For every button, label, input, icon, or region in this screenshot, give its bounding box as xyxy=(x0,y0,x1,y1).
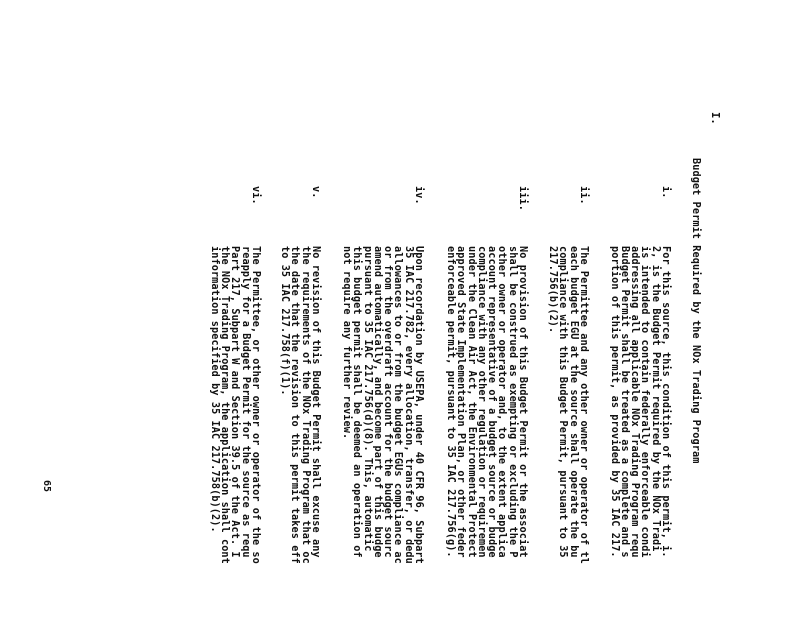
text-line: the requirements of the NOx Trading Program that oc xyxy=(299,246,311,564)
paragraph-text xyxy=(341,246,423,564)
text-line: reapply for a Budget Permit for the source as requ xyxy=(239,246,251,558)
paragraph-number: i. xyxy=(660,186,671,199)
page-number: 65 xyxy=(41,480,52,493)
text-line: approved State Implementation Plan, or other feder xyxy=(455,246,467,558)
text-line: 217.756(b)(2). xyxy=(547,246,559,334)
text-line: portion of this permit, as provided by 35 IAC 217. xyxy=(608,246,620,558)
paragraph-number: vi. xyxy=(250,186,261,205)
paragraph-number: ii. xyxy=(578,186,589,205)
paragraph-text xyxy=(608,246,670,558)
text-line: 35 IAC 217.782, every allocation, transfer, or dedu xyxy=(402,246,414,564)
text-line: this budget permit shall be deemed an operation of xyxy=(351,246,363,558)
text-line: is intended to contain federally enforceable condi xyxy=(639,246,651,558)
text-line: Budget Permit shall be treated as a complete and s xyxy=(618,246,630,558)
text-line: account representative of a budget source or budge xyxy=(486,246,498,558)
text-line: to 35 IAC 217.758(f)(1). xyxy=(279,246,291,396)
text-line: under the Clean Air Act, the Environmental Protect xyxy=(465,246,477,558)
text-line: shall be construed as exempting or excluding the P xyxy=(506,246,518,558)
text-line: allowances to or from the budget EGUs compliance ac xyxy=(392,246,404,564)
text-line: the NOx Trading Program, the application shall cont xyxy=(219,246,231,564)
paragraph-number: v. xyxy=(310,186,321,199)
paragraph-number: iv. xyxy=(413,186,424,205)
text-line: each budget EGU at the source shall operate the bu xyxy=(567,246,579,558)
text-line: the date that the revision to this permit takes eff xyxy=(289,246,301,564)
paragraph-text xyxy=(445,246,527,558)
text-line: addressing all applicable NOx Trading Program requ xyxy=(629,246,641,558)
text-line: other owner or operator and, to the extent applica xyxy=(496,246,508,558)
paragraph-text xyxy=(209,246,260,564)
text-line: or from the overdraft account for the budget sourc xyxy=(382,246,394,558)
text-line: No provision of this Budget Permit or the associat xyxy=(517,246,528,558)
text-line: compliance with any other regulation or requiremen xyxy=(475,246,487,558)
text-line: The Permittee and any other owner or operator of tl xyxy=(578,246,589,564)
paragraph-text xyxy=(547,246,588,564)
section-number: I. xyxy=(709,112,721,125)
paragraph-text xyxy=(279,246,320,564)
text-line: No revision of this Budget Permit shall excuse any xyxy=(310,246,321,558)
text-line: Part 217, Subpart W and Section 39.5 of the Act. I xyxy=(229,246,241,558)
text-line: The Permittee, or other owner or operator of the so xyxy=(250,246,261,564)
text-line: amend automatically, and become part of this budge xyxy=(371,246,383,558)
paragraph-number: iii. xyxy=(517,186,528,211)
text-line: pursuant to 35 IAC 217.756(d)(8). This, automatic xyxy=(361,246,373,552)
text-line: enforceable permit, pursuant to 35 IAC 217.756(g). xyxy=(444,246,456,558)
text-line: For this source, this condition of this permit, i. xyxy=(660,246,671,558)
text-line: compliance with this Budget Permit, pursuant to 35 xyxy=(557,246,569,558)
text-line: 2, is the Budget Permit required by the NOx Tradi xyxy=(649,246,661,552)
text-line: Upon recordation by USEPA, under 40 CFR 96, Subpart xyxy=(413,246,424,564)
text-line: information specified by 35 IAC 217.758(b)(2). xyxy=(208,246,220,533)
text-line: not require any further review. xyxy=(340,246,352,440)
section-heading: Budget Permit Required by the NOx Trading Program xyxy=(690,158,701,464)
